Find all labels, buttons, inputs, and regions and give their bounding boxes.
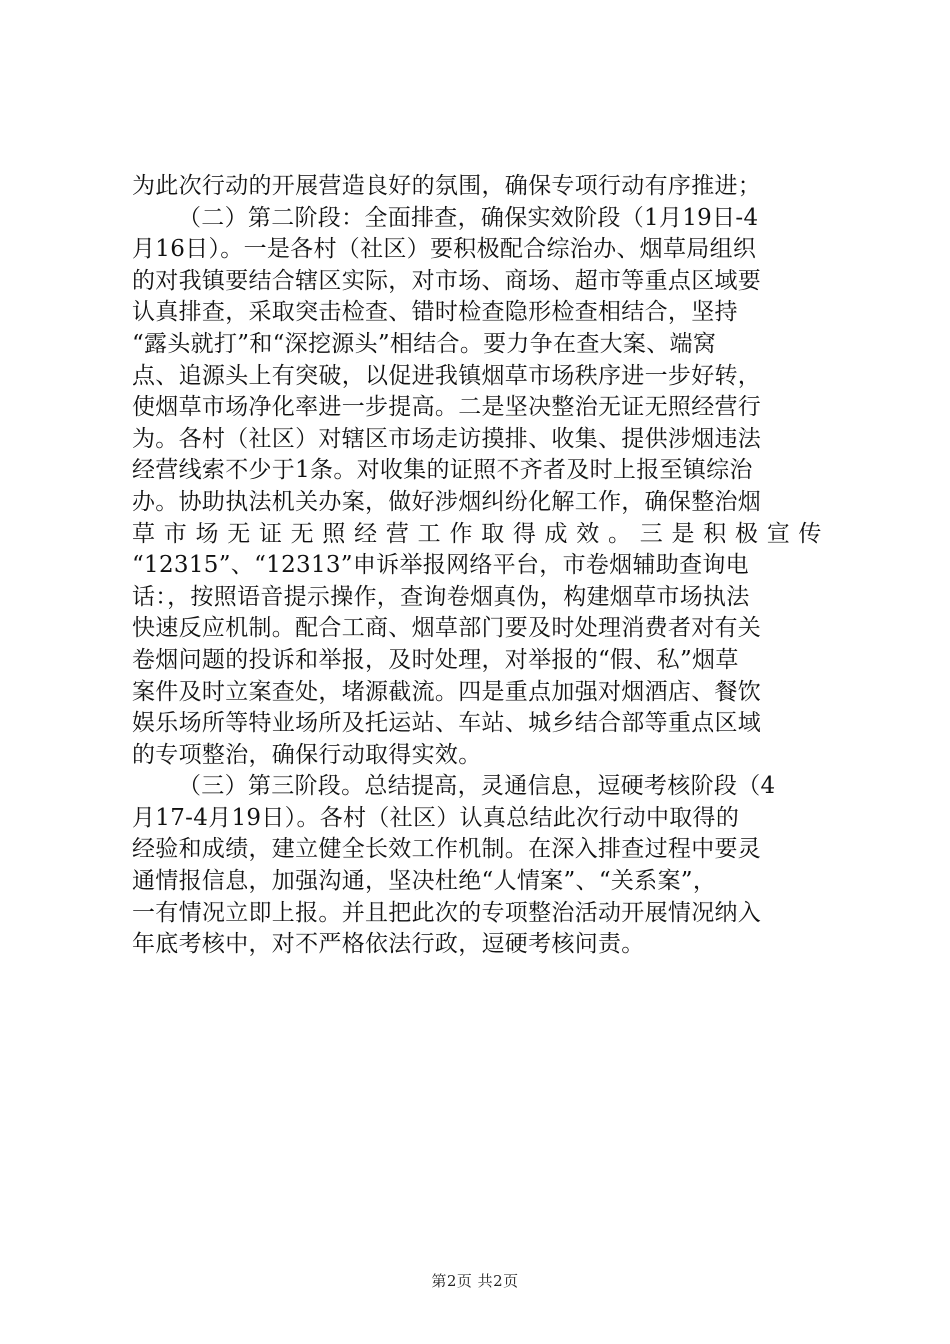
text-line: 通情报信息，加强沟通，坚决杜绝“人情案”、“关系案”， xyxy=(132,868,717,895)
text-line: “12315”、“12313”申诉举报网络平台，市卷烟辅助查询电 xyxy=(132,552,749,579)
document-body xyxy=(132,171,822,961)
text-line: 案件及时立案查处，堵源截流。四是重点加强对烟酒店、餐饮 xyxy=(132,678,762,705)
text-line: 的专项整治，确保行动取得实效。 xyxy=(132,741,482,768)
text-line: 月16日）。一是各村（社区）要积极配合综治办、烟草局组织 xyxy=(132,236,757,263)
text-line: 月17-4月19日）。各村（社区）认真总结此次行动中取得的 xyxy=(132,804,740,831)
text-line: 为此次行动的开展营造良好的氛围，确保专项行动有序推进； xyxy=(132,173,762,199)
text-line: 草 市 场 无 证 无 照 经 营 工 作 取 得 成 效 。 三 是 积 极 宣 传 xyxy=(132,520,822,547)
text-line: 一有情况立即上报。并且把此次的专项整治活动开展情况纳入 xyxy=(132,899,762,926)
text-line: 话：，按照语音提示操作，查询卷烟真伪，构建烟草市场执法 xyxy=(132,583,750,610)
text-line: 使烟草市场净化率进一步提高。二是坚决整治无证无照经营行 xyxy=(132,394,762,421)
text-line: 的对我镇要结合辖区实际，对市场、商场、超市等重点区域要 xyxy=(132,267,762,294)
text-line: 卷烟问题的投诉和举报，及时处理，对举报的“假、私”烟草 xyxy=(132,646,739,673)
text-line: 点、追源头上有突破，以促进我镇烟草市场秩序进一步好转， xyxy=(132,362,762,389)
text-line: （三）第三阶段。总结提高，灵通信息，逗硬考核阶段（4 xyxy=(178,773,776,800)
text-line: 认真排查，采取突击检查、错时检查隐形检查相结合，坚持 xyxy=(132,299,738,326)
text-line: 快速反应机制。配合工商、烟草部门要及时处理消费者对有关 xyxy=(132,615,762,642)
text-line: 经营线索不少于1条。对收集的证照不齐者及时上报至镇综治 xyxy=(132,457,753,484)
text-line: “露头就打”和“深挖源头”相结合。要力争在查大案、端窝 xyxy=(132,330,717,357)
text-line: 年底考核中，对不严格依法行政，逗硬考核问责。 xyxy=(132,931,645,958)
text-line: （二）第二阶段：全面排查，确保实效阶段（1月19日-4 xyxy=(178,204,759,231)
text-line: 为。各村（社区）对辖区市场走访摸排、收集、提供涉烟违法 xyxy=(132,425,762,452)
text-line: 娱乐场所等特业场所及托运站、车站、城乡结合部等重点区域 xyxy=(132,710,762,737)
text-line: 经验和成绩，建立健全长效工作机制。在深入排查过程中要灵 xyxy=(132,836,762,863)
text-line: 办。协助执法机关办案，做好涉烟纠纷化解工作，确保整治烟 xyxy=(132,488,762,515)
page-footer: 第2页 共2页 xyxy=(431,1272,519,1290)
